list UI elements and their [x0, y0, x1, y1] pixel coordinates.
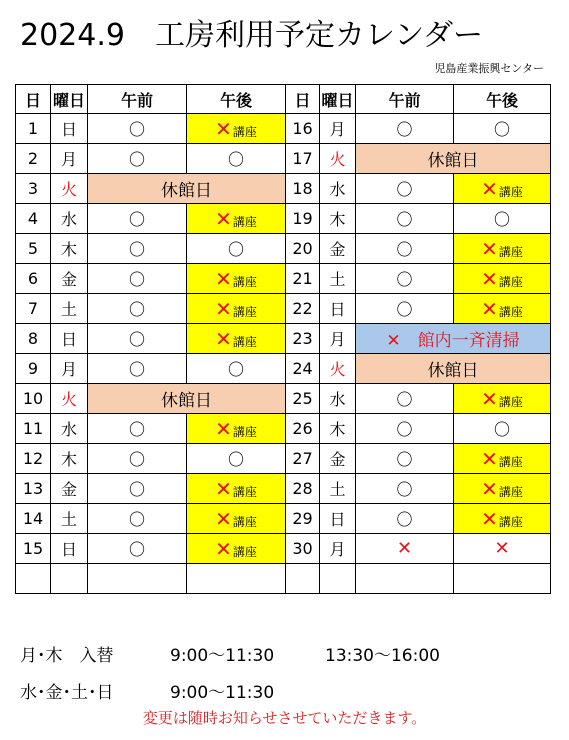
- weekday: 火: [51, 384, 88, 414]
- weekday: 木: [320, 204, 356, 234]
- lecture-cell: [187, 324, 286, 354]
- am-status: 〇: [88, 354, 187, 384]
- cross-mark: ✕: [481, 236, 498, 261]
- weekday: 金: [51, 264, 88, 294]
- day-number: 1: [16, 114, 51, 144]
- day-number: 12: [16, 444, 51, 474]
- closed-day-cell: 休館日: [356, 144, 551, 174]
- cross-mark: ✕: [215, 206, 232, 231]
- cross-mark: ✕: [481, 476, 498, 501]
- am-status: 〇: [88, 204, 187, 234]
- am-status: [88, 564, 187, 594]
- calendar-row: [16, 414, 286, 444]
- pm-status: ✕: [454, 534, 551, 564]
- calendar-row: [16, 324, 286, 354]
- lecture-label: 講座: [498, 394, 523, 409]
- am-status: 〇: [356, 234, 454, 264]
- cross-mark: ✕: [215, 116, 232, 141]
- lecture-label: 講座: [232, 484, 257, 499]
- lecture-cell: [187, 264, 286, 294]
- day-number: 27: [286, 444, 320, 474]
- lecture-cell: [187, 294, 286, 324]
- am-status: 〇: [88, 114, 187, 144]
- day-number: 2: [16, 144, 51, 174]
- day-number: 22: [286, 294, 320, 324]
- calendar-row: [286, 534, 551, 564]
- calendar-table-right: [285, 84, 551, 594]
- cross-mark: ✕: [215, 296, 232, 321]
- lecture-label: 講座: [232, 424, 257, 439]
- weekday: 日: [51, 114, 88, 144]
- weekday: 木: [51, 444, 88, 474]
- am-status: 〇: [356, 174, 454, 204]
- calendar-row: [16, 384, 286, 414]
- am-status: 〇: [356, 264, 454, 294]
- pm-status: 〇: [454, 204, 551, 234]
- organization-name: 児島産業振興センター: [434, 62, 544, 75]
- lecture-cell: [454, 474, 551, 504]
- weekday: 月: [51, 354, 88, 384]
- calendar-row: [16, 204, 286, 234]
- calendar-row: [16, 264, 286, 294]
- header-day: 日: [16, 85, 51, 114]
- calendar-row: [16, 354, 286, 384]
- calendar-row: [286, 474, 551, 504]
- cross-mark: ✕: [215, 506, 232, 531]
- weekday: 金: [320, 444, 356, 474]
- day-number: 15: [16, 534, 51, 564]
- lecture-label: 講座: [498, 274, 523, 289]
- lecture-cell: [187, 474, 286, 504]
- calendar-row: [286, 144, 551, 174]
- day-number: 30: [286, 534, 320, 564]
- calendar-row: [16, 114, 286, 144]
- hours-label: 月･木 入替: [20, 646, 114, 666]
- weekday: 日: [320, 504, 356, 534]
- am-status: 〇: [88, 234, 187, 264]
- weekday: 金: [320, 234, 356, 264]
- calendar-row: [286, 114, 551, 144]
- weekday: 水: [51, 414, 88, 444]
- lecture-label: 講座: [232, 124, 257, 139]
- header-pm: 午後: [454, 85, 551, 114]
- weekday: [51, 564, 88, 594]
- weekday: 日: [51, 324, 88, 354]
- day-number: [16, 564, 51, 594]
- notice-text: 変更は随時お知らせさせていただきます。: [142, 709, 427, 727]
- lecture-cell: [454, 444, 551, 474]
- am-status: 〇: [88, 504, 187, 534]
- am-status: 〇: [88, 474, 187, 504]
- calendar-row: [16, 144, 286, 174]
- day-number: 14: [16, 504, 51, 534]
- am-status: ✕: [356, 534, 454, 564]
- calendar-row: [16, 504, 286, 534]
- weekday: 土: [320, 474, 356, 504]
- header-weekday: 曜日: [320, 85, 356, 114]
- calendar-row: [286, 444, 551, 474]
- day-number: 7: [16, 294, 51, 324]
- day-number: 19: [286, 204, 320, 234]
- weekday: 水: [51, 204, 88, 234]
- weekday: 木: [51, 234, 88, 264]
- header-am: 午前: [88, 85, 187, 114]
- day-number: 5: [16, 234, 51, 264]
- weekday: 月: [320, 114, 356, 144]
- weekday: 水: [320, 384, 356, 414]
- day-number: 25: [286, 384, 320, 414]
- header-day: 日: [286, 85, 320, 114]
- header-weekday: 曜日: [51, 85, 88, 114]
- lecture-cell: [454, 174, 551, 204]
- day-number: 16: [286, 114, 320, 144]
- cross-mark: ✕: [215, 476, 232, 501]
- calendar-row: [286, 234, 551, 264]
- day-number: 10: [16, 384, 51, 414]
- weekday: 火: [320, 354, 356, 384]
- lecture-label: 講座: [498, 514, 523, 529]
- day-number: 23: [286, 324, 320, 354]
- lecture-cell: [454, 504, 551, 534]
- calendar-row: [286, 174, 551, 204]
- am-status: 〇: [88, 534, 187, 564]
- calendar-row: [16, 444, 286, 474]
- weekday: 火: [51, 174, 88, 204]
- day-number: 17: [286, 144, 320, 174]
- weekday: 月: [320, 324, 356, 354]
- hours-am: 9:00～11:30: [170, 646, 275, 666]
- calendar-row: [286, 324, 551, 354]
- page-title: 2024.9 工房利用予定カレンダー: [20, 18, 484, 53]
- calendar-table-left: [15, 84, 286, 594]
- am-status: 〇: [356, 114, 454, 144]
- closed-day-cell: 休館日: [88, 174, 286, 204]
- cross-mark: ✕: [481, 296, 498, 321]
- pm-status: [187, 564, 286, 594]
- calendar-row: [286, 384, 551, 414]
- hours-label: 水･金･土･日: [20, 683, 114, 703]
- pm-status: 〇: [187, 234, 286, 264]
- am-status: 〇: [88, 294, 187, 324]
- cross-mark: ✕: [481, 506, 498, 531]
- cross-mark: ✕: [215, 326, 232, 351]
- day-number: 29: [286, 504, 320, 534]
- header-am: 午前: [356, 85, 454, 114]
- calendar-row: [286, 204, 551, 234]
- am-status: [356, 564, 454, 594]
- am-status: 〇: [356, 474, 454, 504]
- lecture-label: 講座: [232, 514, 257, 529]
- day-number: 8: [16, 324, 51, 354]
- am-status: 〇: [88, 414, 187, 444]
- cross-mark: ✕: [215, 536, 232, 561]
- am-status: 〇: [356, 384, 454, 414]
- lecture-label: 講座: [498, 454, 523, 469]
- cleaning-day-cell: ✕ 館内一斉清掃: [356, 324, 551, 354]
- closed-day-cell: 休館日: [88, 384, 286, 414]
- weekday: 土: [51, 294, 88, 324]
- cross-mark: ✕: [215, 266, 232, 291]
- hours-row-wed-fri-sat-sun: [20, 678, 325, 703]
- calendar-row: [16, 294, 286, 324]
- calendar-row: [286, 564, 551, 594]
- weekday: 火: [320, 144, 356, 174]
- hours-row-mon-thu: [20, 641, 440, 666]
- calendar-row: [16, 534, 286, 564]
- closed-day-cell: 休館日: [356, 354, 551, 384]
- calendar-row: [286, 414, 551, 444]
- day-number: 24: [286, 354, 320, 384]
- lecture-label: 講座: [232, 214, 257, 229]
- am-status: 〇: [356, 294, 454, 324]
- weekday: [320, 564, 356, 594]
- hours-pm: 13:30～16:00: [325, 646, 440, 666]
- hours-am: 9:00～11:30: [170, 683, 275, 703]
- calendar-header-row: [16, 85, 286, 114]
- am-status: 〇: [88, 324, 187, 354]
- weekday: 金: [51, 474, 88, 504]
- day-number: 18: [286, 174, 320, 204]
- cross-mark: ✕: [215, 416, 232, 441]
- lecture-label: 講座: [232, 304, 257, 319]
- day-number: 9: [16, 354, 51, 384]
- am-status: 〇: [88, 264, 187, 294]
- am-status: 〇: [356, 204, 454, 234]
- lecture-cell: [187, 204, 286, 234]
- pm-status: 〇: [187, 354, 286, 384]
- day-number: 26: [286, 414, 320, 444]
- cross-mark: ✕: [481, 266, 498, 291]
- lecture-label: 講座: [498, 304, 523, 319]
- day-number: 20: [286, 234, 320, 264]
- calendar-row: [16, 474, 286, 504]
- lecture-cell: [187, 534, 286, 564]
- day-number: 11: [16, 414, 51, 444]
- lecture-cell: [187, 114, 286, 144]
- calendar-row: [16, 174, 286, 204]
- lecture-label: 講座: [498, 244, 523, 259]
- cross-mark: ✕: [481, 176, 498, 201]
- lecture-label: 講座: [498, 484, 523, 499]
- lecture-label: 講座: [232, 274, 257, 289]
- weekday: 月: [51, 144, 88, 174]
- weekday: 日: [320, 294, 356, 324]
- weekday: 土: [320, 264, 356, 294]
- day-number: 21: [286, 264, 320, 294]
- day-number: 4: [16, 204, 51, 234]
- weekday: 土: [51, 504, 88, 534]
- cross-mark: ✕: [481, 446, 498, 471]
- am-status: 〇: [356, 504, 454, 534]
- weekday: 水: [320, 174, 356, 204]
- day-number: 3: [16, 174, 51, 204]
- day-number: 13: [16, 474, 51, 504]
- am-status: 〇: [88, 444, 187, 474]
- lecture-label: 講座: [498, 184, 523, 199]
- lecture-cell: [187, 504, 286, 534]
- lecture-cell: [454, 384, 551, 414]
- calendar-row: [286, 354, 551, 384]
- am-status: 〇: [356, 444, 454, 474]
- am-status: 〇: [356, 414, 454, 444]
- lecture-cell: [454, 264, 551, 294]
- calendar-row: [16, 564, 286, 594]
- lecture-label: 講座: [232, 334, 257, 349]
- weekday: 月: [320, 534, 356, 564]
- am-status: 〇: [88, 144, 187, 174]
- calendar-row: [286, 504, 551, 534]
- pm-status: 〇: [187, 144, 286, 174]
- calendar-header-row: [286, 85, 551, 114]
- pm-status: 〇: [454, 114, 551, 144]
- pm-status: [454, 564, 551, 594]
- lecture-label: 講座: [232, 544, 257, 559]
- day-number: 28: [286, 474, 320, 504]
- lecture-cell: [187, 414, 286, 444]
- calendar-row: [16, 234, 286, 264]
- weekday: 日: [51, 534, 88, 564]
- lecture-cell: [454, 294, 551, 324]
- lecture-cell: [454, 234, 551, 264]
- day-number: [286, 564, 320, 594]
- pm-status: 〇: [454, 414, 551, 444]
- calendar-row: [286, 264, 551, 294]
- pm-status: 〇: [187, 444, 286, 474]
- calendar-row: [286, 294, 551, 324]
- cross-mark: ✕: [481, 386, 498, 411]
- day-number: 6: [16, 264, 51, 294]
- weekday: 木: [320, 414, 356, 444]
- header-pm: 午後: [187, 85, 286, 114]
